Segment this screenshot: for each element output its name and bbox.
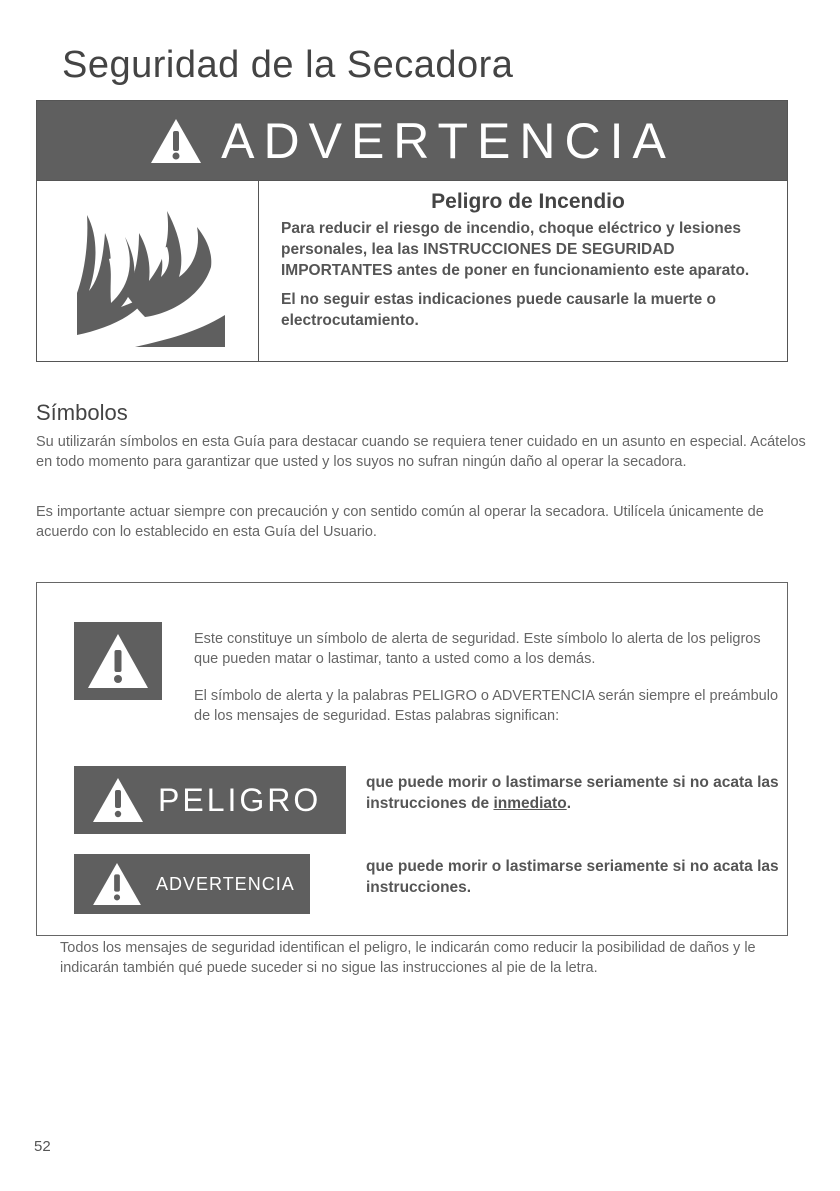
hazard-title: Peligro de Incendio: [431, 190, 625, 213]
peligro-description: que puede morir o lastimarse seriamente si no acata las instrucciones de inmediato.: [366, 774, 779, 812]
peligro-label: PELIGRO: [158, 781, 322, 818]
warning-box: [36, 100, 788, 362]
warning-banner: [37, 101, 787, 181]
advertencia-label: ADVERTENCIA: [156, 873, 295, 894]
safety-alert-symbol: [74, 622, 162, 700]
warning-banner-word: ADVERTENCIA: [221, 112, 675, 169]
alert-symbol-text: Este constituye un símbolo de alerta de seguridad. Este símbolo lo alerta de los peligros que pueden matar o lastimar, tanto a usted como a los demás.: [194, 631, 761, 667]
warning-paragraph-1: Para reducir el riesgo de incendio, choque eléctrico y lesiones personales, lea las INSTRUCCIONES DE SEGURIDAD IMPORTANTES antes de poner en funcionamiento este aparato.: [281, 220, 750, 279]
symbols-heading: Símbolos: [36, 400, 128, 425]
warning-triangle-icon: [92, 777, 144, 823]
page-number: 52: [34, 1138, 51, 1155]
warning-triangle-icon: [92, 862, 142, 906]
symbols-paragraph-1: Su utilizarán símbolos en esta Guía para destacar cuando se requiera tener cuidado en un asunto en especial. Acátelos en todo momento para garantizar que usted y los suyos no sufran ningún daño al operar la secadora.: [36, 434, 806, 470]
page-title: Seguridad de la Secadora: [62, 44, 514, 86]
warning-triangle-icon: [86, 632, 150, 690]
closing-text: Todos los mensajes de seguridad identifican el peligro, le indicarán como reducir la posibilidad de daños y le indicarán también qué puede suceder si no sigue las instrucciones al pie de la letra.: [60, 940, 756, 976]
advertencia-description: que puede morir o lastimarse seriamente si no acata las instrucciones.: [366, 858, 779, 896]
warning-triangle-icon: [149, 117, 203, 165]
symbols-paragraph-2: Es importante actuar siempre con precaución y con sentido común al operar la secadora. Utilícela únicamente de acuerdo con lo establecido en esta Guía del Usuario.: [36, 504, 764, 540]
peligro-signal: [74, 766, 346, 834]
signal-words-text: El símbolo de alerta y la palabras PELIGRO o ADVERTENCIA serán siempre el preámbulo de los mensajes de seguridad. Estas palabras significan:: [194, 688, 779, 724]
advertencia-signal: [74, 854, 310, 914]
warning-paragraph-2: El no seguir estas indicaciones puede causarle la muerte o electrocutamiento.: [281, 291, 717, 329]
fire-icon: [75, 197, 225, 347]
